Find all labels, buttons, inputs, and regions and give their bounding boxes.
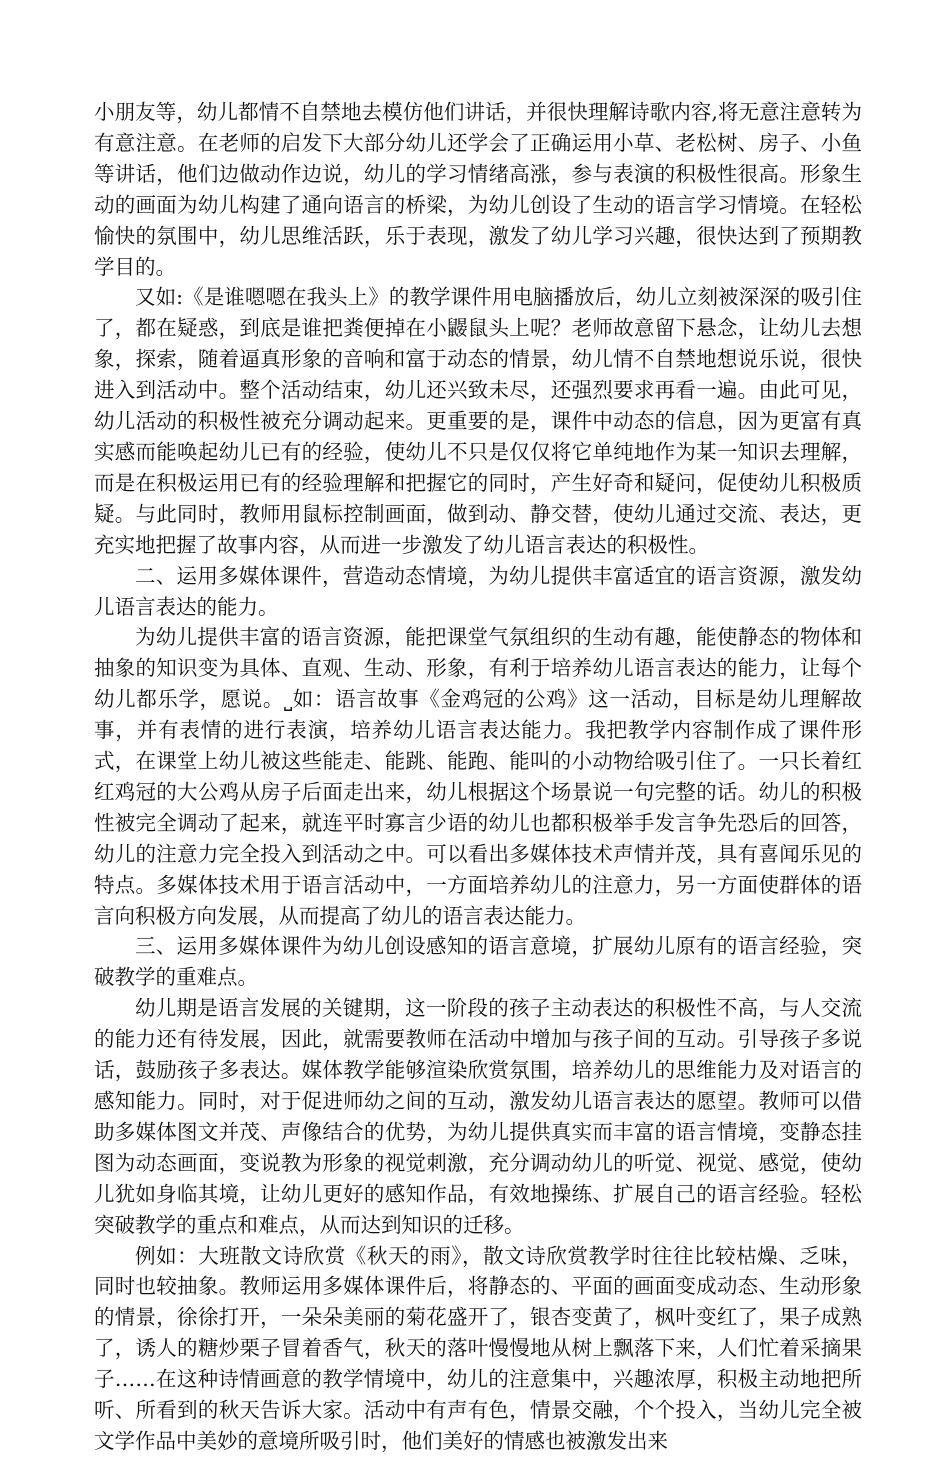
paragraph-3: 为幼儿提供丰富的语言资源，能把课堂气氛组织的生动有趣，能使静态的物体和抽象的知识变为具体、直观、生动、形象，有利于培养幼儿语言表达的能力，让每个幼儿都乐学，愿说。⎵如：语言故事《金鸡冠的公鸡》这一活动，目标是幼儿理解故事，并有表情的进行表演，培养幼儿语言表达能力。我把教学内容制作成了课件形式，在课堂上幼儿被这些能走、能跳、能跑、能叫的小动物给吸引住了。一只长着红红鸡冠的大公鸡从房子后面走出来，幼儿根据这个场景说一句完整的话。幼儿的积极性被完全调动了起来，就连平时寡言少语的幼儿也都积极举手发言争先恐后的回答，幼儿的注意力完全投入到活动之中。可以看出多媒体技术声情并茂，具有喜闻乐见的特点。多媒体技术用于语言活动中，一方面培养幼儿的注意力，另一方面使群体的语言向积极方向发展，从而提高了幼儿的语言表达能力。 [94, 625, 862, 928]
section-heading-3: 三、运用多媒体课件为幼儿创设感知的语言意境，扩展幼儿原有的语言经验，突破教学的重难点。 [94, 934, 862, 990]
paragraph-5: 例如：大班散文诗欣赏《秋天的雨》，散文诗欣赏教学时往往比较枯燥、乏味，同时也较抽象。教师运用多媒体课件后，将静态的、平面的画面变成动态、生动形象的情景，徐徐打开，一朵朵美丽的菊花盛开了，银杏变黄了，枫叶变红了，果子成熟了，诱人的糖炒栗子冒着香气，秋天的落叶慢慢地从树上飘落下来，人们忙着采摘果子……在这种诗情画意的教学情境中，幼儿的注意集中，兴趣浓厚，积极主动地把所听、所看到的秋天告诉大家。活动中有声有色，情景交融，个个投入，当幼儿完全被文学作品中美妙的意境所吸引时，他们美好的情感也被激发出来 [94, 1243, 862, 1453]
paragraph-2: 又如:《是谁嗯嗯在我头上》的教学课件用电脑播放后，幼儿立刻被深深的吸引住了，都在疑惑，到底是谁把粪便掉在小鼹鼠头上呢？老师故意留下悬念，让幼儿去想象，探索，随着逼真形象的音响和富于动态的情景，幼儿情不自禁地想说乐说，很快进入到活动中。整个活动结束，幼儿还兴致未尽，还强烈要求再看一遍。由此可见，幼儿活动的积极性被充分调动起来。更重要的是，课件中动态的信息，因为更富有真实感而能唤起幼儿已有的经验，使幼儿不只是仅仅将它单纯地作为某一知识去理解，而是在积极运用已有的经验理解和把握它的同时，产生好奇和疑问，促使幼儿积极质疑。与此同时，教师用鼠标控制画面，做到动、静交替，使幼儿通过交流、表达，更充实地把握了故事内容，从而进一步激发了幼儿语言表达的积极性。 [94, 285, 862, 557]
document-page [94, 97, 862, 1457]
paragraph-4: 幼儿期是语言发展的关键期，这一阶段的孩子主动表达的积极性不高，与人交流的能力还有待发展，因此，就需要教师在活动中增加与孩子间的互动。引导孩子多说话，鼓励孩子多表达。媒体教学能够渲染欣赏氛围，培养幼儿的思维能力及对语言的感知能力。同时，对于促进师幼之间的互动，激发幼儿语言表达的愿望。教师可以借助多媒体图文并茂、声像结合的优势，为幼儿提供真实而丰富的语言情境，变静态挂图为动态画面，变说教为形象的视觉刺激，充分调动幼儿的听觉、视觉、感觉，使幼儿犹如身临其境，让幼儿更好的感知作品，有效地操练、扩展自己的语言经验。轻松突破教学的重点和难点，从而达到知识的迁移。 [94, 996, 862, 1237]
paragraph-1: 小朋友等，幼儿都情不自禁地去模仿他们讲话，并很快理解诗歌内容,将无意注意转为有意注意。在老师的启发下大部分幼儿还学会了正确运用小草、老松树、房子、小鱼等讲话，他们边做动作边说，幼儿的学习情绪高涨，参与表演的积极性很高。形象生动的画面为幼儿构建了通向语言的桥梁，为幼儿创设了生动的语言学习情境。在轻松愉快的氛围中，幼儿思维活跃，乐于表现，激发了幼儿学习兴趣，很快达到了预期教学目的。 [94, 100, 862, 279]
section-heading-2: 二、运用多媒体课件，营造动态情境，为幼儿提供丰富适宜的语言资源，激发幼儿语言表达的能力。 [94, 563, 862, 619]
